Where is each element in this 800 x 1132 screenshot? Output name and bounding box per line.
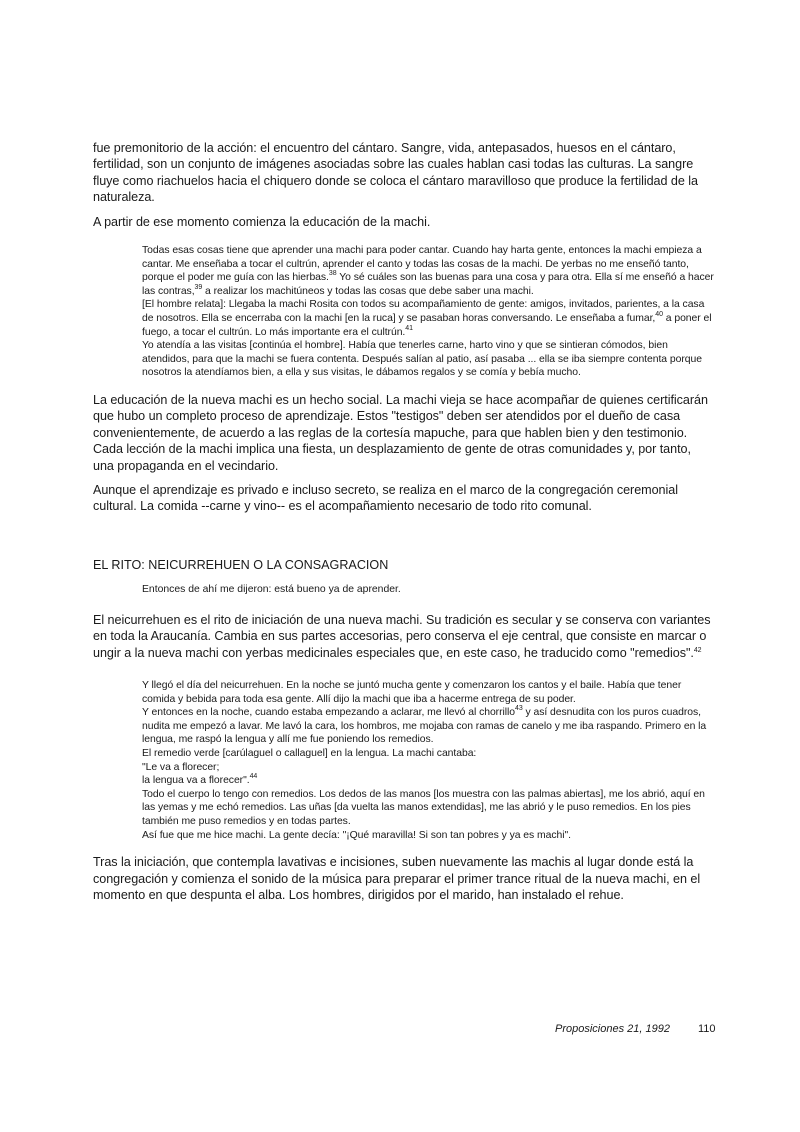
paragraph: A partir de ese momento comienza la educación de la machi. <box>93 214 431 229</box>
quote-line <box>142 244 715 298</box>
footnote-ref: 42 <box>693 646 702 654</box>
quote-line <box>142 298 715 339</box>
footnote-ref: 44 <box>249 773 258 781</box>
journal-citation: Proposiciones 21, 1992 <box>555 1023 670 1035</box>
paragraph: fue premonitorio de la acción: el encuentro del cántaro. Sangre, vida, antepasados, huesos en el cántaro, fertilidad, son un conjunto de imágenes asociadas sobre las cuales hablan casi todas las culturas. La sangre fluye como riachuelos hacia el chiquero donde se coloca el cántaro maravilloso que produce la fertilidad de la naturaleza. <box>93 141 698 205</box>
quote-text: Y entonces en la noche, cuando estaba empezando a aclarar, me llevó al chorrillo <box>142 707 515 719</box>
quote-line: Y llegó el día del neicurrehuen. En la noche se juntó mucha gente y comenzaron los cantos y el baile. Había que tener comida y bebida para toda esa gente. Allí dijo la machi que iba a hacerme entrega de su poder. <box>142 680 682 705</box>
quote-line: Todo el cuerpo lo tengo con remedios. Los dedos de las manos [los muestra con las palmas abiertas], me los abrió, aquí en las yemas y me echó remedios. Las uñas [da vuelta las manos extendidas], me las abrió y le puso remedios. En los pies también me puso remedios y en todas partes. <box>142 788 705 827</box>
quote-text: Todas esas cosas tiene que aprender una machi para poder cantar. Cuando hay harta gente, entonces la machi empieza a cantar. Me enseñaba a tocar el cultrún, aprender el canto y todas las cosas de la machi. De yerbas no me enseñó tanto, porque el poder me guía con las hierbas. <box>142 245 702 284</box>
quote-line: "Le va a florecer; <box>142 761 220 773</box>
footnote-ref: 43 <box>515 705 523 713</box>
document-page <box>93 140 715 911</box>
footnote-ref: 38 <box>328 270 337 278</box>
paragraph: La educación de la nueva machi es un hecho social. La machi vieja se hace acompañar de quienes certificarán que hubo un completo proceso de aprendizaje. Estos "testigos" deben ser atendidos por el dueño de casa convenientemente, de acuerdo a las reglas de la cortesía mapuche, para que hablen bien y den testimonio. Cada lección de la machi implica una fiesta, un desplazamiento de gente de otras comunidades y, por tanto, una propaganda en el vecindario. <box>93 392 708 473</box>
page-number: 110 <box>697 1023 716 1035</box>
quote-text: Yo sé cuáles son las buenas para una cosa y para otra. Ella sí me enseñó a hacer las contras, <box>142 272 714 297</box>
quote-line: El remedio verde [carúlaguel o callaguel] en la lengua. La machi cantaba: <box>142 748 477 759</box>
paragraph: Tras la iniciación, que contempla lavativas e incisiones, suben nuevamente las machis al lugar donde está la congregación y comienza el sonido de la música para preparar el primer trance ritual de la nueva machi, en el momento en que despunta el alba. Los hombres, dirigidos por el marido, han instalado el rehue. <box>93 855 701 902</box>
quote-text: [El hombre relata]: Llegaba la machi Rosita con todos su acompañamiento de gente: amigos, invitados, parientes, a la casa de nosotros. Ella se encerraba con la machi [en la ruca] y se pasaban horas conversando. Le enseñaba a fumar, <box>142 299 705 324</box>
quote-line <box>142 706 715 747</box>
block-quote <box>142 679 715 842</box>
quote-text: a poner el fuego, a tocar el cultrún. Lo más importante era el cultrún. <box>142 313 712 338</box>
paragraph <box>93 612 715 661</box>
section-heading: EL RITO: NEICURREHUEN O LA CONSAGRACION <box>93 557 389 572</box>
footnote-ref: 39 <box>194 283 203 291</box>
quote-text: la lengua va a florecer". <box>142 775 250 787</box>
page-footer <box>555 1022 716 1036</box>
quote-text: y así desnudita con los puros cuadros, nudita me empezó a lavar. Me lavó la cara, los hombros, me mojaba con ramas de canelo y me iba raspando. Primero en la lengua, me raspó la lengua y allí me fue poniendo los remedios. <box>142 707 707 746</box>
short-quote: Entonces de ahí me dijeron: está bueno ya de aprender. <box>142 583 401 595</box>
quote-line: Así fue que me hice machi. La gente decía: "¡Qué maravilla! Si son tan pobres y ya es machi". <box>142 829 571 841</box>
paragraph: Aunque el aprendizaje es privado e incluso secreto, se realiza en el marco de la congregación ceremonial cultural. La comida --carne y vino-- es el acompañamiento necesario de todo rito comunal. <box>93 483 678 514</box>
quote-line: Yo atendía a las visitas [continúa el hombre]. Había que tenerles carne, harto vino y que se sintieran cómodos, bien atendidos, para que la machi se fuera contenta. Después salían al patio, así pasaba ... ella se iba siempre contenta porque nosotros la atendíamos bien, a ella y sus visitas, le dábamos regalos y se comía y bebía mucho. <box>142 340 702 379</box>
block-quote <box>142 244 715 380</box>
quote-text: a realizar los machitúneos y todas las cosas que debe saber una machi. <box>202 285 534 297</box>
footnote-ref: 41 <box>405 324 413 332</box>
paragraph-text: El neicurrehuen es el rito de iniciación de una nueva machi. Su tradición es secular y se conserva con variantes en toda la Araucanía. Cambia en sus partes accesorias, pero conserva el eje central, que consiste en marcar o ungir a la nueva machi con yerbas medicinales especiales que, en este caso, he traducido como "remedios". <box>93 612 711 660</box>
quote-line <box>142 774 715 788</box>
footnote-ref: 40 <box>655 311 663 318</box>
